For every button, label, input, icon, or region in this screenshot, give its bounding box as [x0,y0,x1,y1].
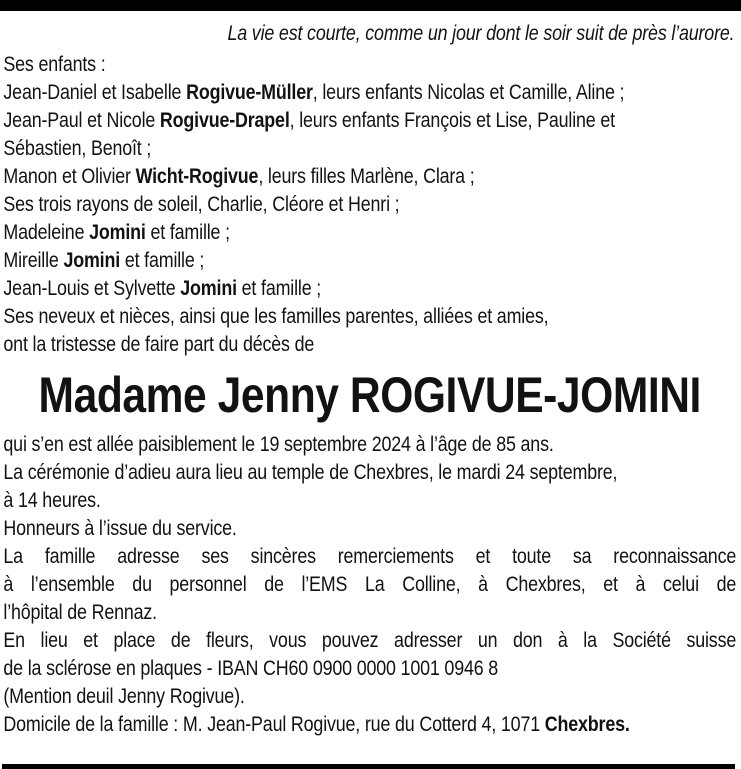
text-segment: En lieu et place de fleurs, vous pouvez adresser un don à la Société suisse [3,629,737,652]
family-list-section [3,51,736,359]
text-segment: de la sclérose en plaques - IBAN CH60 0900 0000 1001 0946 8 [3,657,499,680]
text-segment: , leurs enfants Nicolas et Camille, Aline ; [312,81,625,104]
top-border-bar [0,0,741,11]
text-segment: et famille ; [120,249,205,272]
text-line [3,163,736,191]
text-segment: La cérémonie d’adieu aura lieu au temple de Chexbres, le mardi 24 septembre, [3,461,618,484]
text-line [3,459,736,487]
emphasized-name: Wicht-Rogivue [135,165,259,188]
text-segment: et famille ; [236,277,322,300]
text-segment: qui s’en est allée paisiblement le 19 septembre 2024 à l’âge de 85 ans. [3,433,554,456]
text-segment: Ses enfants : [3,53,106,76]
text-line [3,487,736,515]
text-line [3,515,736,543]
text-line [3,135,736,163]
text-segment: Domicile de la famille : M. Jean-Paul Rogivue, rue du Cotterd 4, 1071 [3,713,545,736]
text-segment: Jean-Louis et Sylvette [3,277,181,300]
epigraph-quote: La vie est courte, comme un jour dont le soir suit de près l’aurore. [227,22,735,45]
emphasized-name: Jomini [89,221,146,244]
text-line [3,247,736,275]
text-segment: Mireille [3,249,64,272]
emphasized-name: Jomini [63,249,121,272]
text-segment: Jean-Daniel et Isabelle [3,81,187,104]
text-segment: Ses trois rayons de soleil, Charlie, Cléore et Henri ; [3,193,400,216]
text-segment: Ses neveux et nièces, ainsi que les familles parentes, alliées et amies, [3,305,549,328]
text-line [3,331,736,359]
text-segment: Sébastien, Benoît ; [3,137,152,160]
text-line [3,571,736,599]
text-line [3,51,736,79]
text-segment: à 14 heures. [3,489,101,512]
text-line [3,191,736,219]
announcement-details-section [3,431,736,739]
bottom-border-bar [2,764,735,769]
text-line [3,683,736,711]
text-segment: , leurs filles Marlène, Clara ; [258,165,475,188]
text-line [3,107,736,135]
text-line [3,431,736,459]
text-segment: et famille ; [145,221,230,244]
emphasized-name: Rogivue-Drapel [159,109,290,132]
text-segment: Honneurs à l’issue du service. [3,517,237,540]
text-segment: Madeleine [3,221,90,244]
text-line [3,599,736,627]
deceased-name-title: Madame Jenny ROGIVUE-JOMINI [38,367,701,423]
announcement-content [0,11,741,739]
text-segment: Manon et Olivier [3,165,136,188]
text-line [3,79,736,107]
emphasized-name: Jomini [180,277,237,300]
text-segment: à l’ensemble du personnel de l’EMS La Colline, à Chexbres, et à celui de [3,573,737,596]
text-line [3,711,736,739]
text-segment: , leurs enfants François et Lise, Pauline et [289,109,615,132]
text-line [3,627,736,655]
text-line [3,275,736,303]
text-segment: (Mention deuil Jenny Rogivue). [3,685,245,708]
text-segment: l’hôpital de Rennaz. [3,601,157,624]
text-line [3,655,736,683]
emphasized-name: Chexbres. [544,713,630,736]
text-line [3,219,736,247]
text-line [3,543,736,571]
text-segment: ont la tristesse de faire part du décès de [3,333,315,356]
text-line [3,303,736,331]
text-segment: Jean-Paul et Nicole [3,109,160,132]
text-segment: La famille adresse ses sincères remerciements et toute sa reconnaissance [3,545,737,568]
emphasized-name: Rogivue-Müller [186,81,313,104]
